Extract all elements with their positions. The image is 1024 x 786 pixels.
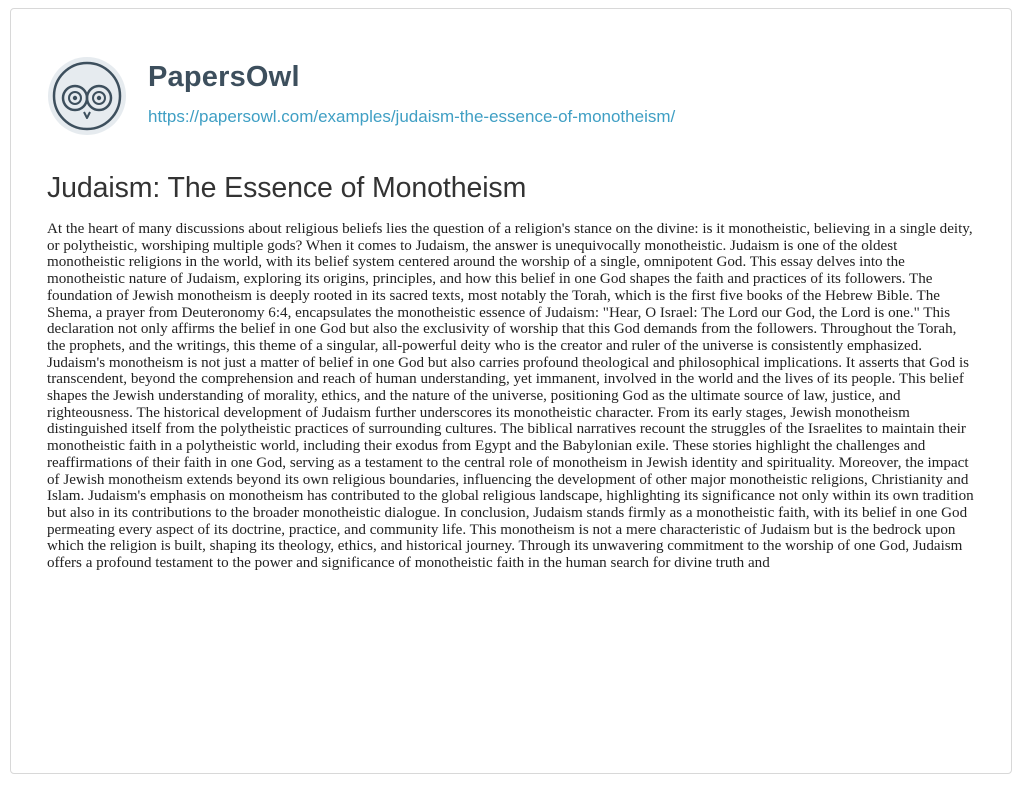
essay-body: At the heart of many discussions about religious beliefs lies the question of a religion's stance on the divine: is it monotheistic, believing in a single deity, or polytheistic, worshiping multiple gods? When it comes to Judaism, the answer is unequivocally monotheistic. Judaism is one of the oldest monotheistic religions in the world, with its belief system centered around the worship of a single, omnipotent God. This essay delves into the monotheistic nature of Judaism, exploring its origins, principles, and how this belief in one God shapes the faith and practices of its followers. The foundation of Jewish monotheism is deeply rooted in its sacred texts, most notably the Torah, which is the first five books of the Hebrew Bible. The Shema, a prayer from Deuteronomy 6:4, encapsulates the monotheistic essence of Judaism: "Hear, O Israel: The Lord our God, the Lord is one." This declaration not only affirms the belief in one God but also the exclusivity of worship that this God demands from the followers. Throughout the Torah, the prophets, and the writings, this theme of a singular, all-powerful deity who is the creator and ruler of the universe is consistently emphasized. Judaism's monotheism is not just a matter of belief in one God but also carries profound theological and philosophical implications. It asserts that God is transcendent, beyond the comprehension and reach of human understanding, yet immanent, involved in the world and the lives of its people. This belief shapes the Jewish understanding of morality, ethics, and the nature of the universe, positioning God as the ultimate source of law, justice, and righteousness. The historical development of Judaism further underscores its monotheistic character. From its early stages, Jewish monotheism distinguished itself from the polytheistic practices of surrounding cultures. The biblical narratives recount the struggles of the Israelites to maintain their monotheistic faith in a polytheistic world, including their exodus from Egypt and the Babylonian exile. These stories highlight the challenges and reaffirmations of their faith in one God, serving as a testament to the central role of monotheism in Jewish identity and spirituality. Moreover, the impact of Jewish monotheism extends beyond its own religious boundaries, influencing the development of other major monotheistic religions, Christianity and Islam. Judaism's emphasis on monotheism has contributed to the global religious landscape, highlighting its significance not only within its own tradition but also in its contributions to the broader monotheistic dialogue. In conclusion, Judaism stands firmly as a monotheistic faith, with its belief in one God permeating every aspect of its doctrine, practice, and community life. This monotheism is not a mere characteristic of Judaism but is the bedrock upon which the religion is built, shaping its theology, ethics, and historical journey. Through its unwavering commitment to the worship of one God, Judaism offers a profound testament to the power and significance of monotheistic faith in the human search for divine truth and bbox=[47, 221, 974, 572]
site-header bbox=[47, 58, 675, 134]
brand-name[interactable]: PapersOwl bbox=[148, 61, 300, 93]
page-title: Judaism: The Essence of Monotheism bbox=[47, 172, 527, 204]
owl-eyes-icon bbox=[47, 56, 127, 136]
source-url-link[interactable]: https://papersowl.com/examples/judaism-the-essence-of-monotheism/ bbox=[148, 107, 676, 126]
brand-block bbox=[148, 61, 676, 127]
